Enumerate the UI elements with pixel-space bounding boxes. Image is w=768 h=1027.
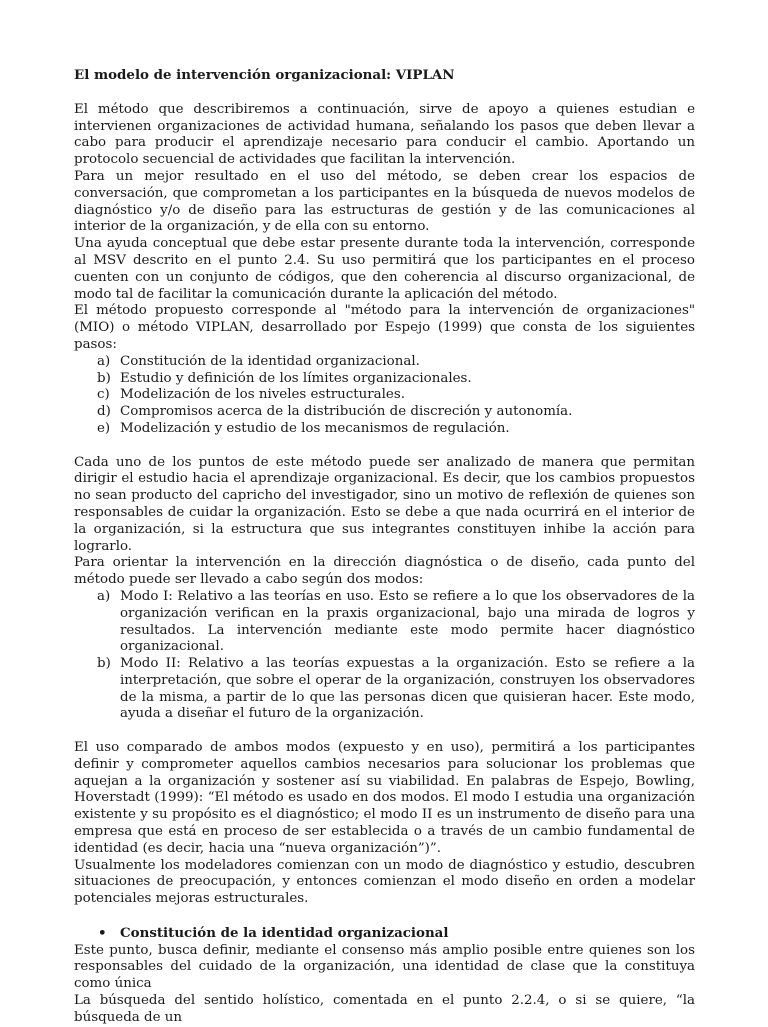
paragraph-intro-4: El método propuesto corresponde al "método para la intervención de organizaciones" (MIO) o método VIPLAN, desarrollado por Espejo (1999) que consta de los siguientes pasos:	[74, 303, 695, 352]
document-page	[74, 67, 695, 1027]
list-text: Modo II: Relativo a las teorías expuestas a la organización. Esto se refiere a la interpretación, que sobre el operar de la organización, construyen los observadores de la misma, a partir de lo que las personas dicen que quisieran hacer. Este modo, ayuda a diseñar el futuro de la organización.	[120, 656, 695, 722]
list-label: c)	[97, 387, 110, 403]
paragraph-late-2: Usualmente los modeladores comienzan con un modo de diagnóstico y estudio, descubren situaciones de preocupación, y entonces comienzan el modo diseño en orden a modelar potenciales mejoras estructurales.	[74, 857, 695, 907]
modes-list	[74, 589, 695, 723]
list-label: a)	[97, 353, 111, 369]
list-text: Modo I: Relativo a las teorías en uso. Esto se refiere a lo que los observadores de la organización verifican en la praxis organizacional, bajo una mirada de logros y resultados. La intervención mediante este modo permite hacer diagnóstico organizacional.	[120, 588, 695, 655]
list-item	[74, 421, 695, 438]
paragraph-late-1: El uso comparado de ambos modos (expuesto y en uso), permitirá a los participantes definir y comprometer aquellos cambios necesarios para solucionar los problemas que aquejan a la organización y sostener así su viabilidad. En palabras de Espejo, Bowling, Hoverstadt (1999): “El método es usado en dos modos. El modo I estudia una organización existente y su propósito es el diagnóstico; el modo II es un instrumento de diseño para una empresa que está en proceso de ser establecida o a través de un cambio fundamental de identidad (es decir, hacia una “nueva organización”)”.	[74, 740, 695, 856]
steps-list	[74, 354, 695, 438]
list-label: a)	[97, 588, 111, 604]
list-label: b)	[97, 370, 111, 386]
list-item	[74, 387, 695, 404]
paragraph-intro-3: Una ayuda conceptual que debe estar presente durante toda la intervención, corresponde al MSV descrito en el punto 2.4. Su uso permitirá que los participantes en el proceso cuenten con un conjunto de códigos, que den coherencia al discurso organizacional, de modo tal de facilitar la comunicación durante la aplicación del método.	[74, 236, 695, 302]
section-heading-text: Constitución de la identidad organizacional	[120, 924, 449, 941]
list-text: Compromisos acerca de la distribución de discreción y autonomía.	[120, 404, 573, 420]
list-item	[74, 656, 695, 723]
section-heading	[74, 925, 695, 942]
bullet-icon: •	[98, 924, 107, 941]
document-title: El modelo de intervención organizacional: VIPLAN	[74, 67, 455, 83]
paragraph-mid-2: Para orientar la intervención en la dirección diagnóstica o de diseño, cada punto del método puede ser llevado a cabo según dos modos:	[74, 555, 695, 588]
list-text: Estudio y definición de los límites organizacionales.	[120, 370, 472, 386]
list-label: b)	[97, 656, 111, 672]
list-text: Modelización y estudio de los mecanismos de regulación.	[120, 420, 510, 436]
list-item	[74, 371, 695, 388]
list-item	[74, 354, 695, 371]
paragraph-mid-1: Cada uno de los puntos de este método puede ser analizado de manera que permitan dirigir el estudio hacia el aprendizaje organizacional. Es decir, que los cambios propuestos no sean producto del capricho del investigador, sino un motivo de reflexión de quienes son responsables de cuidar la organización. Esto se debe a que nada ocurrirá en el interior de la organización, si la estructura que sus integrantes constituyen inhibe la acción para lograrlo.	[74, 454, 695, 554]
list-item	[74, 404, 695, 421]
section-paragraph-2: La búsqueda del sentido holístico, comentada en el punto 2.2.4, o si se quiere, “la búsqueda de un	[74, 993, 695, 1025]
paragraph-intro-1: El método que describiremos a continuación, sirve de apoyo a quienes estudian e intervienen organizaciones de actividad humana, señalando los pasos que deben llevar a cabo para producir el aprendizaje necesario para conducir el cambio. Aportando un protocolo secuencial de actividades que facilitan la intervención.	[74, 101, 695, 168]
list-label: d)	[97, 404, 111, 420]
section-paragraph-1: Este punto, busca definir, mediante el consenso más amplio posible entre quienes son los responsables del cuidado de la organización, una identidad de clase que la constituya como única	[74, 942, 695, 992]
paragraph-intro-2: Para un mejor resultado en el uso del método, se deben crear los espacios de conversación, que comprometan a los participantes en la búsqueda de nuevos modelos de diagnóstico y/o de diseño para las estructuras de gestión y de las comunicaciones al interior de la organización, y de ella con su entorno.	[74, 168, 695, 235]
list-text: Modelización de los niveles estructurales.	[120, 387, 405, 403]
list-label: e)	[97, 420, 111, 436]
list-item	[74, 589, 695, 656]
list-text: Constitución de la identidad organizacional.	[120, 353, 420, 369]
